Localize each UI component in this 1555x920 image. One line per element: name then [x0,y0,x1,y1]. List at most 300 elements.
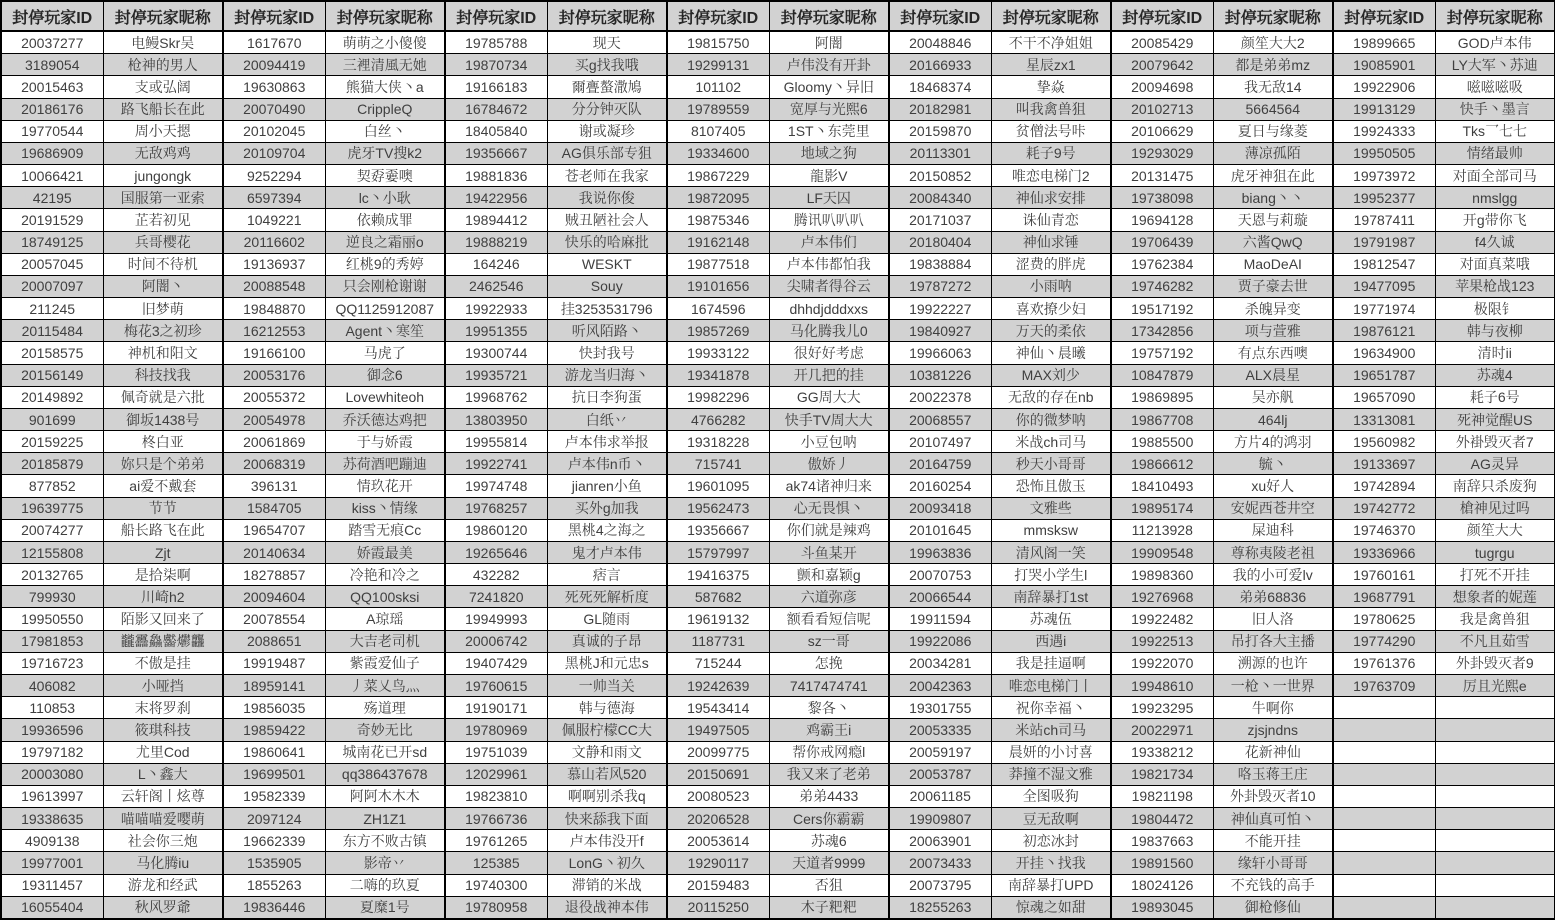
player-id-cell: 19913129 [1333,98,1435,120]
table-row [1,519,1555,541]
player-nickname-cell: 一枪丶一世界 [1213,675,1333,697]
player-id-cell: 13313081 [1333,408,1435,430]
player-id-cell: 19634900 [1333,342,1435,364]
player-nickname-cell: 宽厚与光熙6 [769,98,889,120]
player-id-cell: 406082 [1,675,103,697]
player-nickname-cell: 地域之狗 [769,142,889,164]
player-id-cell: 1617670 [223,31,325,54]
player-id-cell: 19356667 [667,519,769,541]
player-nickname-cell: Souy [547,275,667,297]
player-nickname-cell: 极限钅 [1435,298,1555,320]
player-id-cell: 19517192 [1111,298,1213,320]
player-nickname-cell: 颜笙大大 [1435,519,1555,541]
player-nickname-cell: 外卦毁灭者9 [1435,652,1555,674]
player-nickname-cell: 咯玉蒋王庄 [1213,763,1333,785]
player-id-cell: 42195 [1,187,103,209]
player-id-cell: 877852 [1,475,103,497]
player-id-cell: 19338212 [1111,741,1213,763]
player-nickname-cell: 紫霞爱仙子 [325,652,445,674]
player-nickname-cell: 诛仙青恋 [991,209,1111,231]
player-id-cell: 19909807 [889,808,991,830]
player-nickname-cell: 打哭小学生l [991,564,1111,586]
player-id-cell: 19857269 [667,320,769,342]
player-id-cell: 901699 [1,408,103,430]
player-nickname-cell: L丶鑫大 [103,763,223,785]
player-id-cell [1333,808,1435,830]
player-nickname-cell: 于与娇霞 [325,431,445,453]
player-nickname-cell: 梅花3之初珍 [103,320,223,342]
player-id-cell: 19872095 [667,187,769,209]
player-id-cell: 20093418 [889,497,991,519]
player-id-cell: 19687791 [1333,586,1435,608]
player-nickname-cell: ALX晨星 [1213,364,1333,386]
player-nickname-cell: 无敌的存在nb [991,386,1111,408]
player-id-cell: 20053335 [889,719,991,741]
player-id-cell: 20158575 [1,342,103,364]
player-id-cell: 19761376 [1333,652,1435,674]
player-id-cell: 19893045 [1111,896,1213,919]
player-id-cell: 20132765 [1,564,103,586]
player-nickname-cell: 阿闇 [769,31,889,54]
player-nickname-cell: 我的小可爱lv [1213,564,1333,586]
player-id-cell: 19706439 [1111,231,1213,253]
player-id-cell: 19699501 [223,763,325,785]
player-nickname-cell: AG灵异 [1435,453,1555,475]
player-id-cell: 19762384 [1111,253,1213,275]
player-id-cell: 20113301 [889,142,991,164]
player-nickname-cell: 斗鱼某开 [769,541,889,563]
player-nickname-cell: 虎牙神狙在此 [1213,165,1333,187]
player-id-cell: 20007097 [1,275,103,297]
player-nickname-cell: 逆良之霜丽o [325,231,445,253]
player-id-cell [1333,785,1435,807]
player-id-cell: 18024126 [1111,874,1213,896]
player-nickname-cell: 贾子豪去世 [1213,275,1333,297]
player-id-cell: 19639775 [1,497,103,519]
player-nickname-cell: 对面全部司马 [1435,165,1555,187]
player-id-cell: 20102713 [1111,98,1213,120]
player-id-cell [1333,697,1435,719]
player-id-cell: 19290117 [667,852,769,874]
table-row [1,364,1555,386]
player-nickname-cell: 文静和雨文 [547,741,667,763]
player-nickname-cell: 苹果枪战123 [1435,275,1555,297]
player-id-cell: 19869895 [1111,386,1213,408]
player-nickname-cell: 末将罗刹 [103,697,223,719]
player-nickname-cell: 大吉老司机 [325,630,445,652]
player-id-cell: 19837663 [1111,830,1213,852]
player-id-cell: 19898360 [1111,564,1213,586]
table-row [1,120,1555,142]
player-nickname-cell: 你们就是辣鸡 [769,519,889,541]
player-id-cell: 19936596 [1,719,103,741]
table-row [1,630,1555,652]
player-nickname-cell: 三裡清風无她 [325,54,445,76]
player-id-cell: 19950505 [1333,142,1435,164]
player-id-cell: 19821734 [1111,763,1213,785]
player-id-cell: 19836446 [223,896,325,919]
player-nickname-cell: 冷艳和冷之 [325,564,445,586]
player-id-cell: 19242639 [667,675,769,697]
table-row [1,697,1555,719]
player-id-cell: 19334600 [667,142,769,164]
player-nickname-cell: 谢或凝珍 [547,120,667,142]
player-nickname-cell: 社会你三炮 [103,830,223,852]
player-nickname-cell: Agent丶寒笙 [325,320,445,342]
player-nickname-cell: 否狙 [769,874,889,896]
player-id-cell: 19293029 [1111,142,1213,164]
player-nickname-cell: 464lj [1213,408,1333,430]
player-nickname-cell: 全图吸狗 [991,785,1111,807]
player-nickname-cell: 尤里Cod [103,741,223,763]
player-nickname-cell: 韩与夜柳 [1435,320,1555,342]
player-nickname-cell: 我无敌14 [1213,76,1333,98]
player-id-cell: 20061869 [223,431,325,453]
player-id-cell: 18278857 [223,564,325,586]
table-row [1,275,1555,297]
player-id-cell: 18749125 [1,231,103,253]
player-id-cell: 20106629 [1111,120,1213,142]
player-nickname-header: 封停玩家昵称 [103,1,223,31]
player-nickname-cell: 花新神仙 [1213,741,1333,763]
player-id-cell: 4766282 [667,408,769,430]
player-id-cell: 19922227 [889,298,991,320]
player-nickname-cell: 快手丶墨言 [1435,98,1555,120]
player-id-cell: 19922070 [1111,652,1213,674]
player-nickname-cell: LF天囚 [769,187,889,209]
player-nickname-cell: sz一哥 [769,630,889,652]
player-nickname-cell [1435,852,1555,874]
player-nickname-cell: 娇霞最美 [325,541,445,563]
player-nickname-cell [1435,808,1555,830]
player-id-cell: 20066544 [889,586,991,608]
player-id-cell: 20080523 [667,785,769,807]
player-id-cell: 19133697 [1333,453,1435,475]
player-id-header: 封停玩家ID [1333,1,1435,31]
player-id-cell: 20107497 [889,431,991,453]
player-id-header: 封停玩家ID [445,1,547,31]
player-id-cell: 19619132 [667,608,769,630]
player-nickname-cell: 叫我禽兽狙 [991,98,1111,120]
player-id-cell: 19763709 [1333,675,1435,697]
player-nickname-cell: 打死不开挂 [1435,564,1555,586]
player-nickname-cell: 颤和嘉颖g [769,564,889,586]
player-nickname-cell: 分分钟灭队 [547,98,667,120]
player-id-cell: 10847879 [1111,364,1213,386]
player-id-cell: 20053614 [667,830,769,852]
table-row [1,608,1555,630]
player-id-cell: 101102 [667,76,769,98]
player-nickname-cell: 唯恋电梯门丨 [991,675,1111,697]
player-id-cell: 19766736 [445,808,547,830]
player-nickname-cell: f4久诚 [1435,231,1555,253]
player-id-cell: 20094698 [1111,76,1213,98]
table-row [1,785,1555,807]
player-id-cell: 17342856 [1111,320,1213,342]
player-nickname-cell [1435,741,1555,763]
player-id-cell: 20068557 [889,408,991,430]
player-id-cell: 19085901 [1333,54,1435,76]
table-row [1,298,1555,320]
player-nickname-cell: WESKT [547,253,667,275]
player-id-cell: 20156149 [1,364,103,386]
player-id-cell: 19840927 [889,320,991,342]
player-id-cell: 19977001 [1,852,103,874]
player-id-cell: 110853 [1,697,103,719]
player-id-cell: 19885500 [1111,431,1213,453]
player-id-cell [1333,763,1435,785]
player-id-cell [1333,896,1435,919]
player-nickname-cell: 芷若初见 [103,209,223,231]
player-nickname-cell: 国服第一亚索 [103,187,223,209]
player-id-cell: 19866612 [1111,453,1213,475]
player-id-cell: 4909138 [1,830,103,852]
player-id-cell: 19911594 [889,608,991,630]
player-id-cell: 20182981 [889,98,991,120]
player-id-cell: 19933122 [667,342,769,364]
player-nickname-cell: 快封我号 [547,342,667,364]
player-nickname-cell: 喜欢撩少妇 [991,298,1111,320]
player-nickname-cell: 安妮西苍井空 [1213,497,1333,519]
player-id-cell: 20053176 [223,364,325,386]
player-nickname-cell: 黑桃4之海之 [547,519,667,541]
player-id-cell: 15797997 [667,541,769,563]
player-nickname-cell: xu好人 [1213,475,1333,497]
player-nickname-cell: 契孬嫑噢 [325,165,445,187]
player-id-cell: 19318228 [667,431,769,453]
player-nickname-cell: 7417474741 [769,675,889,697]
player-nickname-cell: 死神觉醒US [1435,408,1555,430]
player-id-cell: 19760161 [1333,564,1435,586]
player-nickname-cell: 阿闇丶 [103,275,223,297]
player-nickname-cell: GL随雨 [547,608,667,630]
player-id-cell: 18959141 [223,675,325,697]
player-id-cell: 19651787 [1333,364,1435,386]
player-nickname-cell: 龍影V [769,165,889,187]
player-id-cell: 19922513 [1111,630,1213,652]
table-row [1,142,1555,164]
player-id-cell: 19738098 [1111,187,1213,209]
player-nickname-cell: 卢本伟们 [769,231,889,253]
player-id-cell: 20131475 [1111,165,1213,187]
player-id-cell: 19497505 [667,719,769,741]
player-nickname-cell: 卢本伟都怕我 [769,253,889,275]
player-id-cell: 19166100 [223,342,325,364]
player-nickname-cell: 快乐的哈麻批 [547,231,667,253]
header-row [1,1,1555,31]
player-id-cell: 1535905 [223,852,325,874]
table-row [1,386,1555,408]
player-id-cell: 18468374 [889,76,991,98]
player-id-cell: 16212553 [223,320,325,342]
player-id-cell: 19760615 [445,675,547,697]
player-id-cell: 1855263 [223,874,325,896]
player-nickname-cell: MAX刘少 [991,364,1111,386]
player-id-cell: 19560982 [1333,431,1435,453]
player-id-cell: 19694128 [1111,209,1213,231]
player-nickname-cell: 痞言 [547,564,667,586]
player-nickname-cell: 苏魂6 [769,830,889,852]
player-id-cell: 19875346 [667,209,769,231]
player-nickname-cell: 不凡且茹雪 [1435,630,1555,652]
player-id-cell: 19888219 [445,231,547,253]
player-nickname-cell: 米站ch司马 [991,719,1111,741]
player-id-cell: 20116602 [223,231,325,253]
player-id-cell: 20171037 [889,209,991,231]
player-id-cell: 587682 [667,586,769,608]
player-nickname-cell: 船长路飞在此 [103,519,223,541]
player-id-cell: 2097124 [223,808,325,830]
table-row [1,896,1555,919]
player-nickname-cell: 夏日与缘菱 [1213,120,1333,142]
player-nickname-cell: 秒天小哥哥 [991,453,1111,475]
player-nickname-cell: 弟弟68836 [1213,586,1333,608]
player-id-cell: 20059197 [889,741,991,763]
player-id-cell: 16784672 [445,98,547,120]
player-nickname-cell: 外卦毁灭者10 [1213,785,1333,807]
player-nickname-cell: 豆无敌啊 [991,808,1111,830]
player-id-cell: 19949993 [445,608,547,630]
player-id-cell: 20006742 [445,630,547,652]
player-id-cell: 20159483 [667,874,769,896]
player-nickname-cell: 城南花已开sd [325,741,445,763]
player-nickname-cell: LY大军丶苏迪 [1435,54,1555,76]
player-id-cell: 19899665 [1333,31,1435,54]
player-nickname-cell: 六道弥彦 [769,586,889,608]
player-nickname-cell: 死死死解析度 [547,586,667,608]
player-nickname-cell [1435,719,1555,741]
player-id-cell: 19613997 [1,785,103,807]
player-id-cell: 20070753 [889,564,991,586]
player-id-cell: 19948610 [1111,675,1213,697]
player-id-cell: 11213928 [1111,519,1213,541]
player-nickname-cell: 吊打各大主播 [1213,630,1333,652]
player-nickname-cell: 支或弘阔 [103,76,223,98]
player-id-cell: 20054978 [223,408,325,430]
player-nickname-cell: 依赖成罪 [325,209,445,231]
player-id-cell: 19746370 [1333,519,1435,541]
player-nickname-cell: 喵喵喵爱嘤萌 [103,808,223,830]
player-nickname-cell: 真诚的子昂 [547,630,667,652]
player-id-cell: 19771974 [1333,298,1435,320]
player-nickname-cell: 牛啊你 [1213,697,1333,719]
player-nickname-cell: 慕山若风520 [547,763,667,785]
player-nickname-cell: 萌萌之小傻傻 [325,31,445,54]
player-id-cell: 20160254 [889,475,991,497]
player-nickname-cell: 枪神的男人 [103,54,223,76]
player-nickname-cell: 川崎h2 [103,586,223,608]
player-id-cell: 19922906 [1333,76,1435,98]
player-nickname-cell: 御枪修仙 [1213,896,1333,919]
player-id-cell: 20102045 [223,120,325,142]
player-nickname-cell: 黎各丶 [769,697,889,719]
table-row [1,408,1555,430]
player-nickname-cell: 佩奇就是六批 [103,386,223,408]
player-nickname-cell: biang丶丶 [1213,187,1333,209]
player-nickname-cell [1435,697,1555,719]
player-id-cell: 19299131 [667,54,769,76]
player-nickname-cell: 耗子9号 [991,142,1111,164]
player-id-cell: 1584705 [223,497,325,519]
player-nickname-cell: GOD卢本伟 [1435,31,1555,54]
player-nickname-cell: QQ1125912087 [325,298,445,320]
player-id-cell: 19407429 [445,652,547,674]
player-nickname-cell: 六酱QwQ [1213,231,1333,253]
player-nickname-cell: 木子粑粑 [769,896,889,919]
player-id-cell: 19955814 [445,431,547,453]
player-nickname-cell [1435,830,1555,852]
table-row [1,187,1555,209]
player-id-cell: 19742772 [1333,497,1435,519]
player-id-cell: 20022971 [1111,719,1213,741]
player-id-cell: 10066421 [1,165,103,187]
player-id-cell [1333,874,1435,896]
player-id-cell: 19891560 [1111,852,1213,874]
player-id-cell: 19780625 [1333,608,1435,630]
player-nickname-cell: 嗞嗞嗞吸 [1435,76,1555,98]
player-id-cell [1333,830,1435,852]
player-id-cell: 18255263 [889,896,991,919]
player-id-cell: 19422956 [445,187,547,209]
player-nickname-cell: 一帅当关 [547,675,667,697]
table-row [1,253,1555,275]
player-id-header: 封停玩家ID [889,1,991,31]
player-nickname-cell: 买外g加我 [547,497,667,519]
player-id-cell: 2462546 [445,275,547,297]
player-id-cell: 19789559 [667,98,769,120]
player-id-cell: 9252294 [223,165,325,187]
player-id-cell: 20180404 [889,231,991,253]
player-id-cell: 19812547 [1333,253,1435,275]
table-row [1,231,1555,253]
player-nickname-cell: 槍神见过吗 [1435,497,1555,519]
player-nickname-cell: 都是弟弟mz [1213,54,1333,76]
player-id-cell: 19973972 [1333,165,1435,187]
player-nickname-cell: 小雨呐 [991,275,1111,297]
player-id-cell: 20057045 [1,253,103,275]
player-id-cell: 19742894 [1333,475,1435,497]
player-nickname-cell: AG俱乐部专狙 [547,142,667,164]
player-nickname-cell: 不能开挂 [1213,830,1333,852]
player-id-cell [1333,852,1435,874]
player-nickname-header: 封停玩家昵称 [769,1,889,31]
player-nickname-cell: 颜笙大大2 [1213,31,1333,54]
player-id-cell: 19924333 [1333,120,1435,142]
player-id-cell [1333,741,1435,763]
player-nickname-cell: Lovewhiteoh [325,386,445,408]
player-id-cell: 20164759 [889,453,991,475]
table-row [1,675,1555,697]
player-id-cell: 20061185 [889,785,991,807]
player-nickname-cell: 苏魂4 [1435,364,1555,386]
table-row [1,475,1555,497]
player-nickname-header: 封停玩家昵称 [547,1,667,31]
player-id-cell: 20085429 [1111,31,1213,54]
player-id-cell: 20099775 [667,741,769,763]
player-nickname-cell: 祝你幸福丶 [991,697,1111,719]
player-id-cell: 19870734 [445,54,547,76]
player-nickname-cell: 马化腾我儿0 [769,320,889,342]
table-row [1,31,1555,54]
player-nickname-header: 封停玩家昵称 [1213,1,1333,31]
player-id-cell: 19543414 [667,697,769,719]
player-id-cell: 19746282 [1111,275,1213,297]
player-id-cell: 19787411 [1333,209,1435,231]
player-id-cell: 396131 [223,475,325,497]
player-nickname-cell: ZH1Z1 [325,808,445,830]
player-id-cell: 19757192 [1111,342,1213,364]
player-nickname-cell: 路飞船长在此 [103,98,223,120]
